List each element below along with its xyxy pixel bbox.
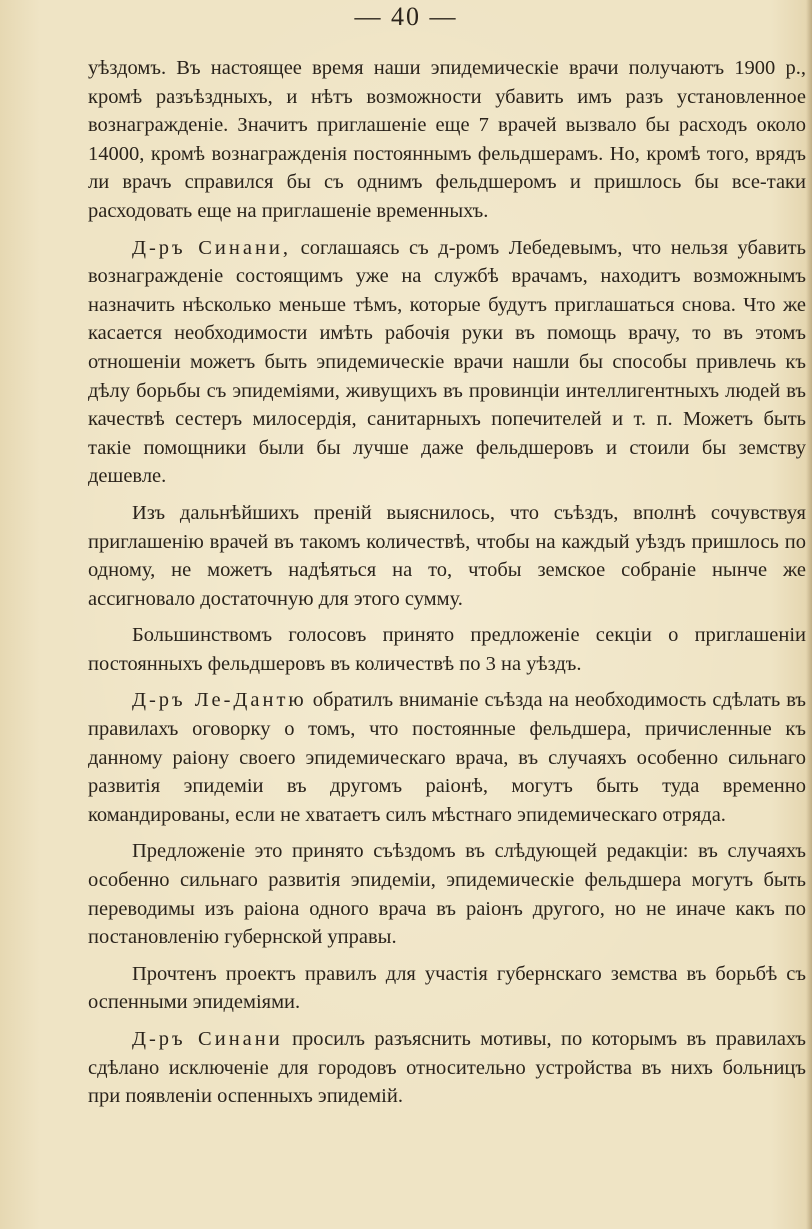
paragraph-text: Большинствомъ голосовъ принято предложеніе секціи о приглашеніи постоянныхъ фельдшеровъ въ количествѣ по 3 на уѣздъ. — [88, 624, 806, 675]
paragraph-6 — [88, 837, 806, 951]
paragraph-4 — [88, 621, 806, 678]
paragraph-text: уѣздомъ. Въ настоящее время наши эпидемическіе врачи получаютъ 1900 р., кромѣ разъѣздныхъ, и нѣтъ возможности убавить имъ разъ установленное вознагражденіе. Значитъ приглашеніе еще 7 врачей вызвало бы расходъ около 14000, кромѣ вознагражденія постояннымъ фельдшерамъ. Но, кромѣ того, врядъ ли врачъ справился бы съ однимъ фельдшеромъ и пришлось бы все-таки расходовать еще на приглашеніе временныхъ. — [88, 57, 806, 222]
paragraph-text: просилъ разъяснить мотивы, по которымъ въ правилахъ сдѣлано исключеніе для городовъ относительно устройства въ нихъ больницъ при появленіи оспенныхъ эпидемій. — [88, 1028, 806, 1108]
paragraph-text: Изъ дальнѣйшихъ преній выяснилось, что съѣздъ, вполнѣ сочувствуя приглашенію врачей въ такомъ количествѣ, чтобы на каждый уѣздъ пришлось по одному, не можетъ надѣяться на то, чтобы земское собраніе нынче же ассигновало достаточную для этого сумму. — [88, 501, 806, 610]
paragraph-8 — [88, 1025, 806, 1111]
paragraph-text: Прочтенъ проектъ правилъ для участія губернскаго земства въ борьбѣ съ оспенными эпидеміями. — [88, 962, 806, 1014]
paragraph-5 — [88, 686, 806, 829]
speaker-name: Д-ръ Синани — [132, 1028, 283, 1050]
paragraph-3 — [88, 499, 806, 613]
page-number: — 40 — — [354, 2, 458, 31]
speaker-name: Д-ръ Ле-Дантю — [132, 689, 307, 712]
page-edge-shadow — [806, 0, 812, 1229]
paragraph-2 — [88, 234, 806, 491]
paragraph-text: обратилъ вниманіе съѣзда на необходимость сдѣлать въ правилахъ оговорку о томъ, что постоянные фельдшера, причисленные къ данному раіону своего эпидемическаго врача, въ случаяхъ особенно сильнаго развитія эпидеміи въ другомъ раіонѣ, могутъ быть туда временно командированы, если не хватаетъ силъ мѣстнаго эпидемическаго отряда. — [88, 689, 806, 826]
paragraph-text: соглашаясь съ д-ромъ Лебедевымъ, что нельзя убавить вознагражденіе состоящимъ уже на службѣ врачамъ, находитъ возможнымъ назначить нѣсколько меньше тѣмъ, которые будутъ приглашаться снова. Что же касается необходимости имѣть рабочія руки въ помощь врачу, то въ этомъ отношеніи можетъ быть эпидемическіе врачи нашли бы способы привлечь къ дѣлу борьбы съ эпидеміями, живущихъ въ провинціи интеллигентныхъ людей въ качествѣ сестеръ милосердія, санитарныхъ попечителей и т. п. Можетъ быть такіе помощники были бы лучше даже фельдшеровъ и стоили бы земству дешевле. — [88, 236, 806, 488]
paragraph-7 — [88, 960, 806, 1017]
page-body-text — [88, 54, 806, 1119]
paragraph-1 — [88, 54, 806, 226]
paragraph-text: Предложеніе это принято съѣздомъ въ слѣдующей редакціи: въ случаяхъ особенно сильнаго развитія эпидеміи, эпидемическіе фельдшера могутъ быть переводимы изъ раіона одного врача въ раіонъ другого, но не иначе какъ по постановленію губернской управы. — [88, 840, 806, 949]
speaker-name: Д-ръ Синани, — [132, 236, 292, 259]
